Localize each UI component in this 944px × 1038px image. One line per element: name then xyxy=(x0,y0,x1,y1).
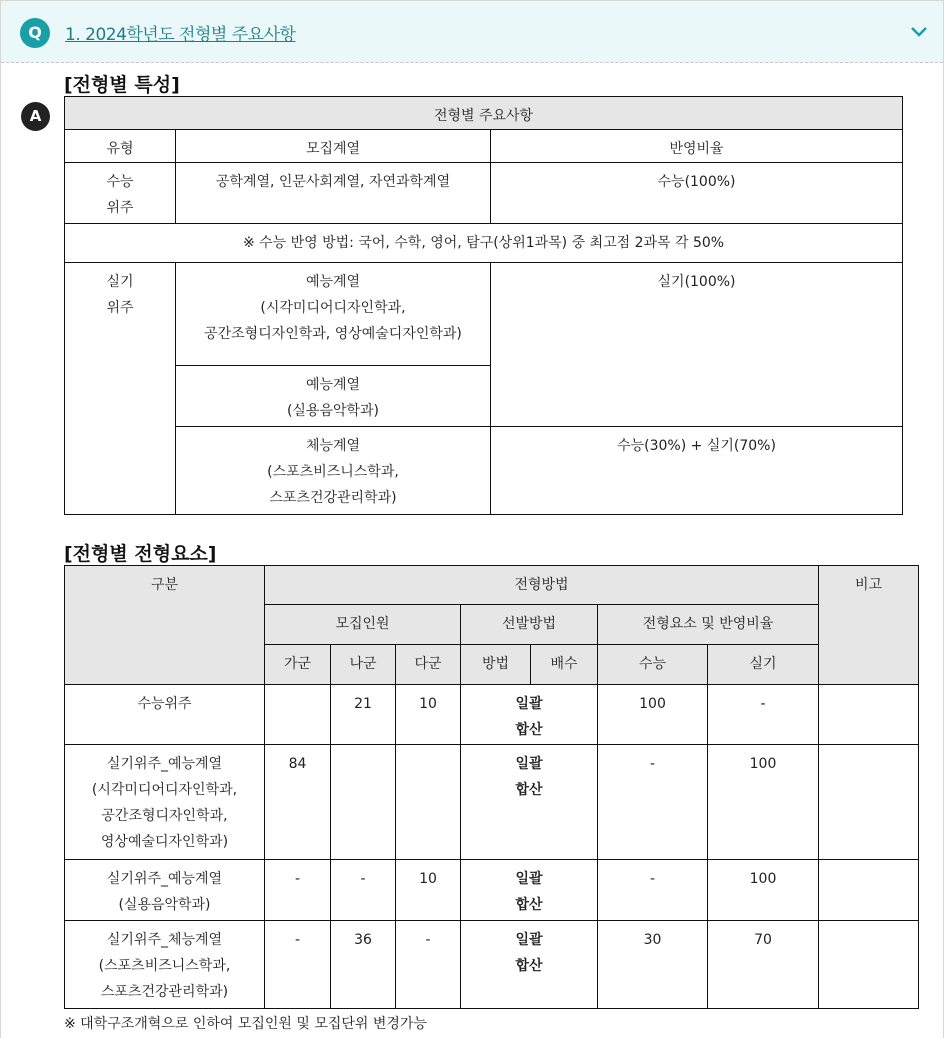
count-ga: 84 xyxy=(265,745,331,860)
table-title: 전형별 주요사항 xyxy=(65,97,903,130)
suneung-note: ※ 수능 반영 방법: 국어, 수학, 영어, 탐구(상위1과목) 중 최고점 2과목 각 50% xyxy=(65,224,903,263)
subheader-cell: 다군 xyxy=(396,645,461,685)
ratio-suneung: - xyxy=(598,860,708,921)
field-cell: 예능계열 (시각미디어디자인학과, 공간조형디자인학과, 영상예술디자인학과) xyxy=(176,263,491,366)
ratio-suneung: 100 xyxy=(598,685,708,745)
subheader-cell: 방법 xyxy=(461,645,531,685)
table-row xyxy=(65,921,919,1009)
section-heading: [전형별 특성] xyxy=(64,74,180,96)
table-row xyxy=(65,745,919,860)
header-method: 전형방법 xyxy=(265,566,819,605)
type-cell: 실기 위주 xyxy=(65,263,176,515)
header-select: 선발방법 xyxy=(461,605,598,645)
ratio-silgi: 70 xyxy=(708,921,819,1009)
row-name: 실기위주_예능계열 (실용음악학과) xyxy=(65,860,265,921)
field-cell: 예능계열 (실용음악학과) xyxy=(176,366,491,427)
ratio-silgi: 100 xyxy=(708,860,819,921)
count-na xyxy=(331,745,396,860)
answer-icon: A xyxy=(21,102,50,131)
select-method: 일괄 합산 xyxy=(461,860,598,921)
ratio-cell: 수능(100%) xyxy=(491,163,903,224)
chevron-down-icon[interactable] xyxy=(909,21,929,41)
ratio-silgi: 100 xyxy=(708,745,819,860)
subheader-cell: 실기 xyxy=(708,645,819,685)
subheader-cell: 가군 xyxy=(265,645,331,685)
ratio-silgi: - xyxy=(708,685,819,745)
count-ga xyxy=(265,685,331,745)
admission-elements-table xyxy=(64,565,919,1009)
select-method: 일괄 합산 xyxy=(461,921,598,1009)
type-cell: 수능 위주 xyxy=(65,163,176,224)
count-ga: - xyxy=(265,921,331,1009)
ratio-cell: 실기(100%) xyxy=(491,263,903,427)
select-method: 일괄 합산 xyxy=(461,685,598,745)
count-na: 21 xyxy=(331,685,396,745)
subheader-cell: 배수 xyxy=(531,645,598,685)
field-cell: 공학계열, 인문사회계열, 자연과학계열 xyxy=(176,163,491,224)
ratio-cell: 수능(30%) + 실기(70%) xyxy=(491,427,903,515)
bigo-cell xyxy=(819,921,919,1009)
count-da: 10 xyxy=(396,860,461,921)
count-ga: - xyxy=(265,860,331,921)
select-method: 일괄 합산 xyxy=(461,745,598,860)
question-title[interactable]: 1. 2024학년도 전형별 주요사항 xyxy=(65,25,296,45)
section-heading: [전형별 전형요소] xyxy=(64,543,217,565)
ratio-suneung: - xyxy=(598,745,708,860)
bigo-cell xyxy=(819,860,919,921)
question-header[interactable] xyxy=(1,1,943,63)
header-recruit: 모집인원 xyxy=(265,605,461,645)
count-da: - xyxy=(396,921,461,1009)
table-row xyxy=(65,860,919,921)
header-bigo: 비고 xyxy=(819,566,919,685)
row-name: 수능위주 xyxy=(65,685,265,745)
admission-features-table xyxy=(64,96,903,515)
count-na: 36 xyxy=(331,921,396,1009)
subheader-cell: 나군 xyxy=(331,645,396,685)
subheader-cell: 수능 xyxy=(598,645,708,685)
count-da: 10 xyxy=(396,685,461,745)
row-name: 실기위주_예능계열 (시각미디어디자인학과, 공간조형디자인학과, 영상예술디자인학과) xyxy=(65,745,265,860)
header-field: 모집계열 xyxy=(176,130,491,163)
count-da xyxy=(396,745,461,860)
header-gubun: 구분 xyxy=(65,566,265,685)
field-cell: 체능계열 (스포츠비즈니스학과, 스포츠건강관리학과) xyxy=(176,427,491,515)
bigo-cell xyxy=(819,745,919,860)
question-icon: Q xyxy=(20,18,50,48)
header-type: 유형 xyxy=(65,130,176,163)
header-ratio: 반영비율 xyxy=(491,130,903,163)
table-row xyxy=(65,685,919,745)
footnote: ※ 대학구조개혁으로 인하여 모집인원 및 모집단위 변경가능 xyxy=(64,1016,428,1032)
ratio-suneung: 30 xyxy=(598,921,708,1009)
bigo-cell xyxy=(819,685,919,745)
count-na: - xyxy=(331,860,396,921)
header-elements: 전형요소 및 반영비율 xyxy=(598,605,819,645)
row-name: 실기위주_체능계열 (스포츠비즈니스학과, 스포츠건강관리학과) xyxy=(65,921,265,1009)
